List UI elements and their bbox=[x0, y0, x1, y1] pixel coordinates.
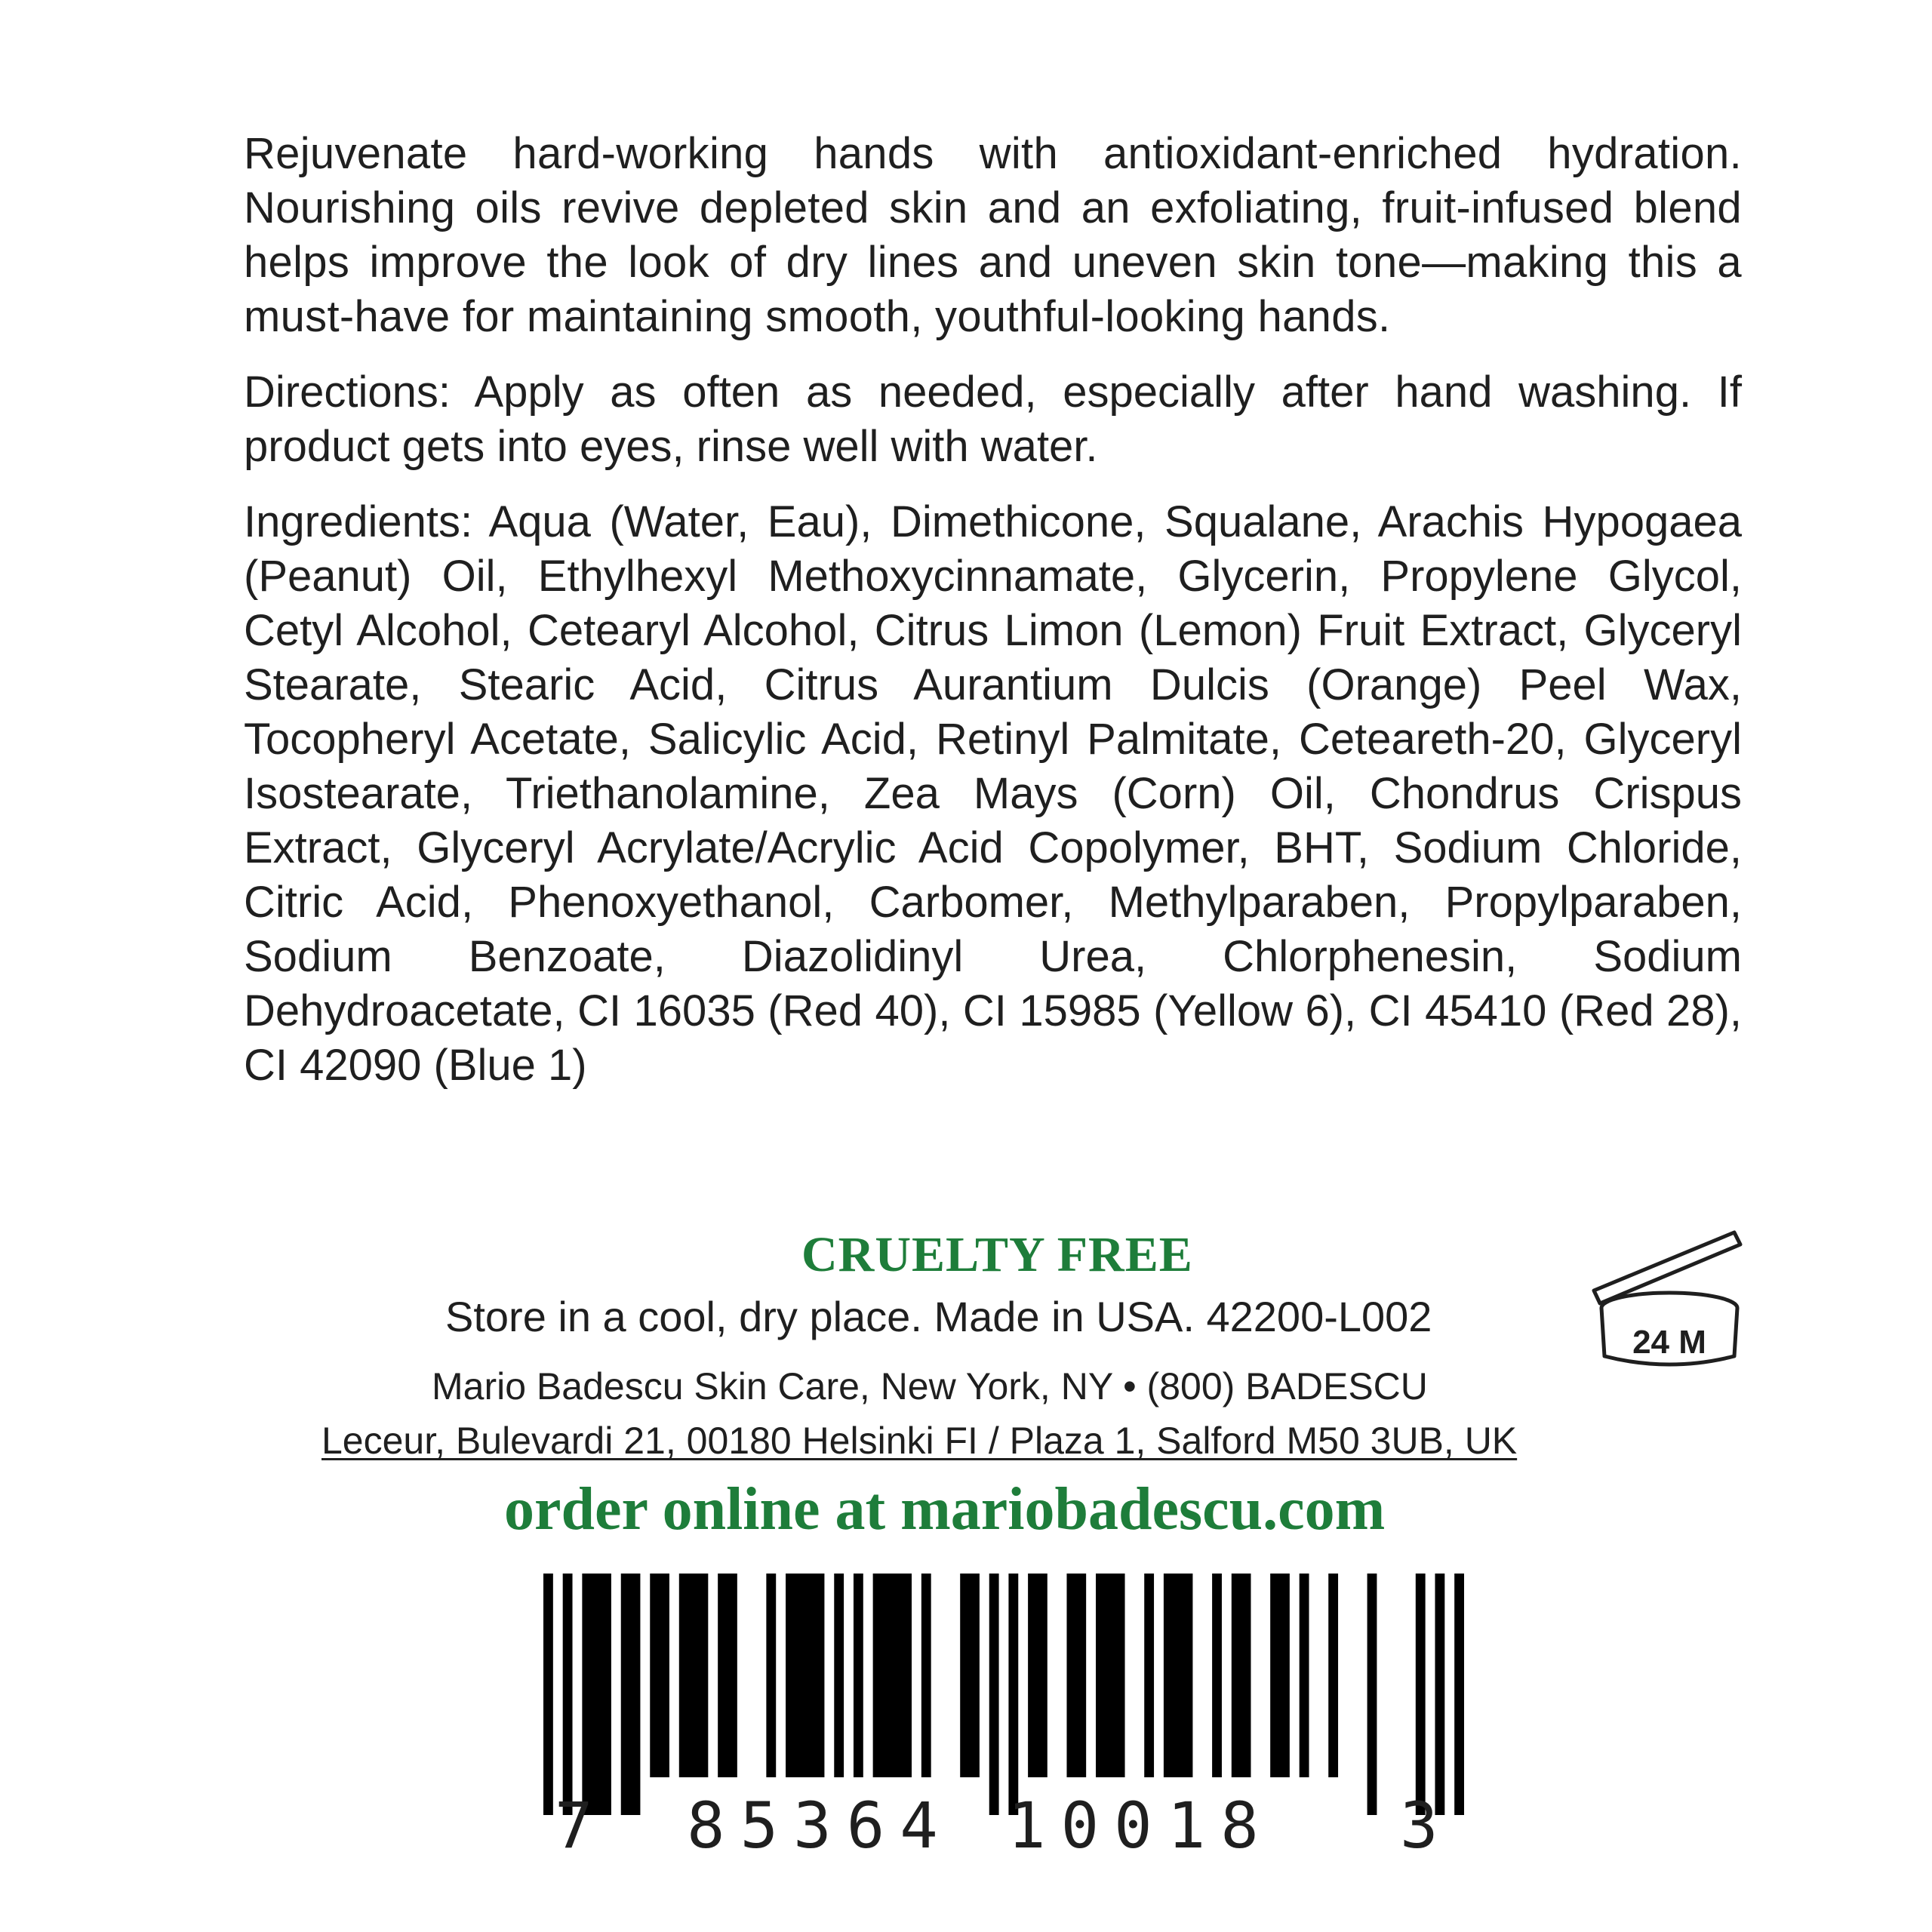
barcode-bar bbox=[1066, 1574, 1086, 1777]
barcode-left-group: 85364 bbox=[687, 1789, 953, 1863]
barcode-bar bbox=[1028, 1574, 1048, 1777]
barcode-bar bbox=[1164, 1574, 1193, 1777]
barcode-bar bbox=[621, 1574, 641, 1815]
ingredients-label: Ingredients: bbox=[244, 497, 473, 546]
barcode-bar bbox=[543, 1574, 553, 1815]
barcode-bar bbox=[1367, 1574, 1377, 1815]
barcode-bar bbox=[1144, 1574, 1154, 1777]
company-info: Mario Badescu Skin Care, New York, NY • (800) BADESCU bbox=[432, 1365, 1428, 1407]
barcode-bar bbox=[1454, 1574, 1464, 1815]
directions-label: Directions: bbox=[244, 368, 451, 417]
storage-text: Store in a cool, dry place. Made in USA. 42200-L002 bbox=[445, 1293, 1432, 1340]
barcode-bar bbox=[1328, 1574, 1338, 1777]
barcode-bar bbox=[679, 1574, 709, 1777]
order-online-text: order online at mariobadescu.com bbox=[504, 1476, 1386, 1543]
barcode-bar bbox=[1416, 1574, 1426, 1815]
barcode-bar bbox=[650, 1574, 669, 1777]
barcode-icon bbox=[543, 1574, 1464, 1815]
barcode-bar bbox=[1300, 1574, 1309, 1777]
barcode-bar bbox=[582, 1574, 611, 1815]
barcode-bar bbox=[921, 1574, 931, 1777]
barcode-bar bbox=[873, 1574, 912, 1777]
barcode-bar bbox=[766, 1574, 776, 1777]
pao-label: 24 M bbox=[1632, 1324, 1706, 1361]
barcode-bar bbox=[1270, 1574, 1290, 1777]
barcode-bar bbox=[989, 1574, 999, 1815]
product-description: Rejuvenate hard-working hands with antioxidant-enriched hydration. Nourishing oils revive depleted skin and an exfoliating, fruit-infused blend helps improve the look of dry lines and uneven skin tone—making this a must-have for maintaining smooth, youthful-looking hands. bbox=[244, 129, 1742, 341]
barcode-bar bbox=[854, 1574, 863, 1777]
barcode-bar bbox=[1232, 1574, 1251, 1777]
directions-text: Apply as often as needed, especially after hand washing. If product gets into eyes, rinse well with water. bbox=[244, 368, 1742, 471]
barcode-bar bbox=[1096, 1574, 1125, 1777]
barcode-bar bbox=[960, 1574, 980, 1777]
address-text: Leceur, Bulevardi 21, 00180 Helsinki FI / Plaza 1, Salford M50 3UB, UK bbox=[321, 1420, 1518, 1462]
barcode-right-group: 10018 bbox=[1008, 1789, 1274, 1863]
product-copy bbox=[244, 127, 1742, 1093]
barcode-bar bbox=[1435, 1574, 1444, 1815]
cruelty-free-label: CRUELTY FREE bbox=[801, 1227, 1193, 1282]
barcode-bar bbox=[1008, 1574, 1018, 1815]
ingredients-text: Aqua (Water, Eau), Dimethicone, Squalane, Arachis Hypogaea (Peanut) Oil, Ethylhexyl Methoxycinnamate, Glycerin, Propylene Glycol, Cetyl Alcohol, Cetearyl Alcohol, Citrus Limon (Lemon) Fruit Extract, Glyceryl Stearate, Stearic Acid, Citrus Aurantium Dulcis (Orange) Peel Wax, Tocopheryl Acetate, Salicylic Acid, Retinyl Palmitate, Ceteareth-20, Glyceryl Isostearate, Triethanolamine, Zea Mays (Corn) Oil, Chondrus Crispus Extract, Glyceryl Acrylate/Acrylic Acid Copolymer, BHT, Sodium Chloride, Citric Acid, Phenoxyethanol, Carbomer, Methylparaben, Propylparaben, Sodium Benzoate, Diazolidinyl Urea, Chlorphenesin, Sodium Dehydroacetate, CI 16035 (Red 40), CI 15985 (Yellow 6), CI 45410 (Red 28), CI 42090 (Blue 1) bbox=[244, 497, 1742, 1090]
barcode-check-digit: 3 bbox=[1400, 1789, 1454, 1863]
barcode-first-digit: 7 bbox=[555, 1789, 608, 1863]
barcode-bar bbox=[718, 1574, 737, 1777]
open-jar-icon bbox=[1585, 1219, 1743, 1374]
barcode-bar bbox=[786, 1574, 824, 1777]
barcode-bar bbox=[563, 1574, 573, 1815]
ingredients-paragraph bbox=[244, 495, 1742, 1093]
directions-paragraph bbox=[244, 365, 1742, 474]
barcode-bar bbox=[834, 1574, 844, 1777]
barcode-bar bbox=[1212, 1574, 1222, 1777]
